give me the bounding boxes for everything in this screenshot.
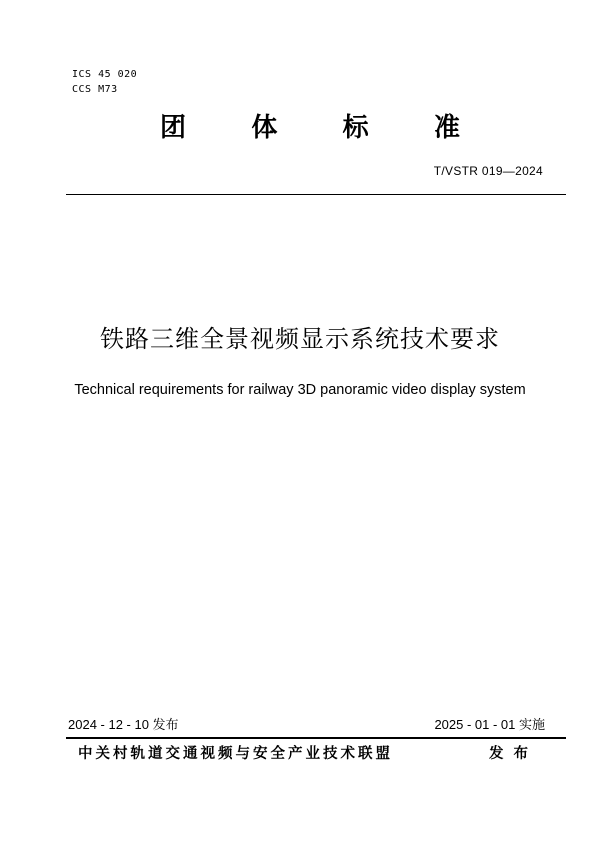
publisher-name: 中关村轨道交通视频与安全产业技术联盟 xyxy=(78,746,393,762)
top-divider xyxy=(66,194,566,195)
ccs-code: CCS M73 xyxy=(72,84,118,95)
publish-date: 2024 - 12 - 10 发布 xyxy=(68,717,179,732)
standard-type-heading xyxy=(160,110,460,144)
title-english: Technical requirements for railway 3D panoramic video display system xyxy=(74,382,526,398)
standard-number: T/VSTR 019—2024 xyxy=(433,164,543,178)
publish-label: 发布 xyxy=(489,746,538,762)
bottom-divider xyxy=(66,737,566,739)
standard-type-char: 标 xyxy=(342,112,369,142)
ics-code: ICS 45 020 xyxy=(72,69,138,80)
standard-type-char: 体 xyxy=(251,112,278,142)
standard-type-char: 准 xyxy=(433,112,460,142)
implementation-date: 2025 - 01 - 01 实施 xyxy=(434,717,545,732)
publisher-line xyxy=(78,744,538,764)
title-chinese: 铁路三维全景视频显示系统技术要求 xyxy=(100,325,500,353)
standard-type-char: 团 xyxy=(160,112,187,142)
